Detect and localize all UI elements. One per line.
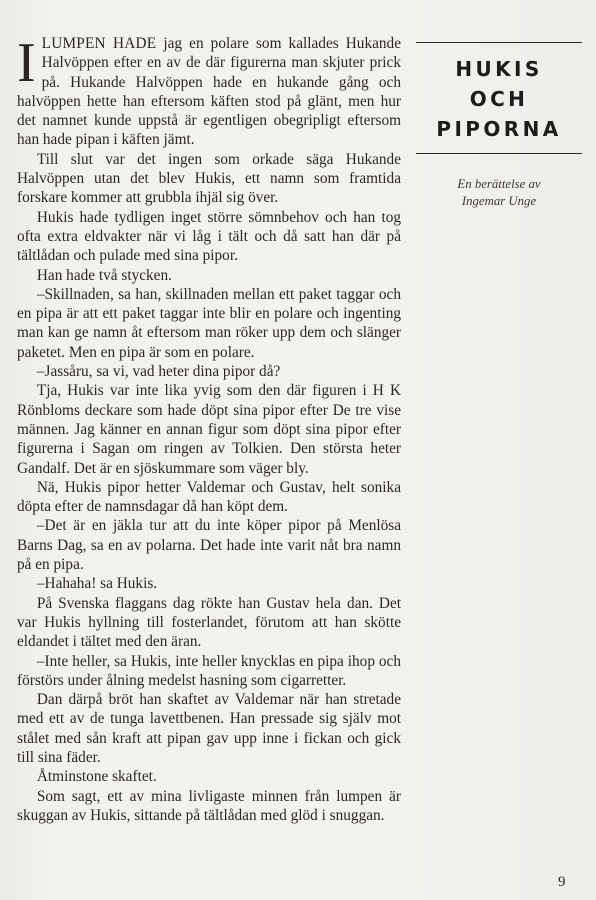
paragraph-2: Till slut var det ingen som orkade säga Hukande Halvöppen utan det blev Hukis, ett namn som framtida forskare kommer att grubbla ihjäl sig över.: [17, 150, 401, 207]
paragraph-7: Tja, Hukis var inte lika yvig som den där figuren i H K Rönbloms deckare som hade döpt sina pipor efter De tre vise männen. Jag känner en annan figur som döpt sina pipor efter figurerna i Sagan om ringen av Tolkien. Den största heter Gandalf. Det är en sjöskummare som väger bly.: [17, 382, 401, 477]
paragraph-6: –Jassåru, sa vi, vad heter dina pipor då?: [36, 363, 281, 381]
paragraph-1: [17, 34, 401, 150]
title-bottom-rule: [416, 153, 582, 154]
paragraph-1-text: jag en polare som kallades Hukande Halvöppen efter en av de där figurerna man skjuter prick på. Hukande Halvöppen hade en hukande gång och halvöppen hette han eftersom käften stod på glänt, men hur det namnet kunde uppstå är egentligen obegripligt eftersom han hade pipan i käften jämt.: [17, 35, 401, 149]
paragraph-8: Nä, Hukis pipor hetter Valdemar och Gustav, helt sonika döpta efter de namnsdagar då han köpt dem.: [17, 478, 401, 516]
article-title: [416, 43, 582, 153]
title-block: [416, 42, 582, 210]
byline-author: Ingemar Unge: [461, 194, 537, 208]
article-body: [17, 34, 401, 825]
drop-cap: I: [17, 32, 36, 94]
paragraph-3: Hukis hade tydligen inget större sömnbehov och han tog ofta extra eldvakter när vi låg i tält och då satt han där på tältlådan och pulade med sina pipor.: [17, 208, 401, 265]
title-line-2: OCH: [469, 87, 529, 111]
paragraph-11: På Svenska flaggans dag rökte han Gustav hela dan. Det var Hukis hyllning till fosterlandet, förutom att han skötte eldandet i tältet med den äran.: [17, 594, 401, 651]
paragraph-5: –Skillnaden, sa han, skillnaden mellan ett paket taggar och en pipa är att ett paket taggar inte blir en polare och ingenting man kan ge namn åt eftersom man röker upp dem och slänger paketet. Men en pipa är som en polare.: [17, 285, 401, 361]
byline-line-1: En berättelse av: [457, 177, 541, 191]
paragraph-15: Som sagt, ett av mina livligaste minnen från lumpen är skuggan av Hukis, sittande på tältlådan med glöd i snuggan.: [17, 787, 401, 824]
paragraph-9: –Det är en jäkla tur att du inte köper pipor på Menlösa Barns Dag, sa en av polarna. Det hade inte varit nåt bra namn på en pipa.: [17, 517, 401, 574]
paragraph-10: –Hahaha! sa Hukis.: [36, 575, 158, 593]
paragraph-14: Åtminstone skaftet.: [36, 768, 157, 786]
page-number: 9: [558, 874, 566, 890]
byline: [416, 176, 582, 210]
paragraph-12: –Inte heller, sa Hukis, inte heller knycklas en pipa ihop och förstörs under ålning medelst hasning som cigarretter.: [17, 652, 401, 689]
lead-in-smallcaps: LUMPEN HADE: [41, 35, 157, 52]
paragraph-13: Dan därpå bröt han skaftet av Valdemar när han stretade med ett av de tunga lavettbenen. Han pressade sig själv mot stålet med sån kraft att pipan gav upp inne i fickan och gick till sina fäder.: [17, 691, 401, 766]
title-line-1: HUKIS: [455, 57, 543, 81]
paragraph-4: Han hade två stycken.: [36, 266, 172, 284]
title-line-3: PIPORNA: [436, 117, 562, 141]
